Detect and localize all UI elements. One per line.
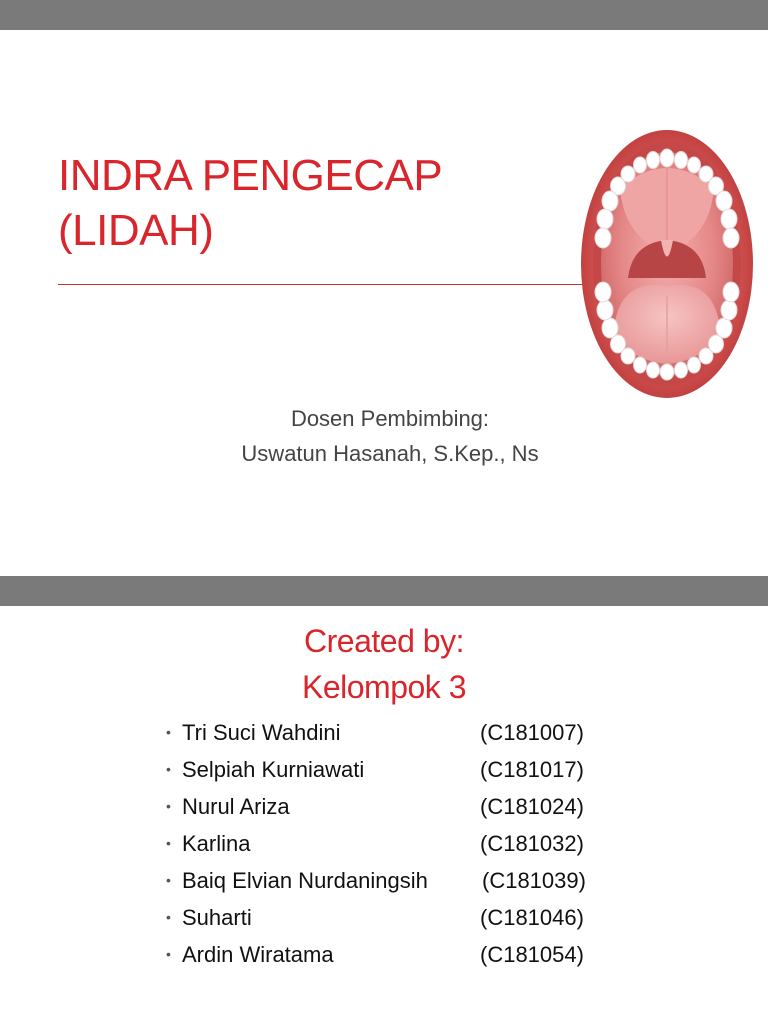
group-heading: Kelompok 3 — [302, 669, 466, 705]
member-name: Suharti — [182, 905, 252, 930]
bullet-icon: • — [166, 909, 171, 925]
top-bar — [0, 0, 768, 30]
member-id: (C181039) — [482, 868, 586, 893]
member-name: Nurul Ariza — [182, 794, 290, 819]
member-name: Tri Suci Wahdini — [182, 720, 341, 745]
slide-divider-bar — [0, 576, 768, 606]
member-item — [166, 714, 626, 751]
member-id: (C181032) — [480, 831, 584, 856]
member-item — [166, 936, 626, 973]
member-item — [166, 899, 626, 936]
member-item — [166, 751, 626, 788]
member-id: (C181046) — [480, 905, 584, 930]
supervisor-label: Dosen Pembimbing: — [290, 406, 490, 431]
supervisor-name: Uswatun Hasanah, S.Kep., Ns — [241, 441, 539, 466]
member-name: Ardin Wiratama — [182, 942, 334, 967]
member-item — [166, 788, 626, 825]
member-id: (C181007) — [480, 720, 584, 745]
bullet-icon: • — [166, 798, 171, 814]
bullet-icon: • — [166, 872, 171, 888]
title-line-1: INDRA PENGECAP — [58, 151, 443, 200]
member-id: (C181024) — [480, 794, 584, 819]
member-id: (C181054) — [480, 942, 584, 967]
member-item — [166, 862, 626, 899]
open-mouth-illustration — [580, 128, 754, 400]
member-name: Selpiah Kurniawati — [182, 757, 365, 782]
member-name: Baiq Elvian Nurdaningsih — [182, 868, 428, 893]
created-by-heading: Created by: — [304, 623, 464, 659]
member-id: (C181017) — [480, 757, 584, 782]
bullet-icon: • — [166, 946, 171, 962]
member-list — [166, 714, 626, 973]
member-item — [166, 825, 626, 862]
member-name: Karlina — [182, 831, 251, 856]
bullet-icon: • — [166, 724, 171, 740]
title-line-2: (LIDAH) — [58, 206, 214, 255]
slide-title — [58, 148, 578, 258]
bullet-icon: • — [166, 761, 171, 777]
title-underline — [58, 284, 588, 285]
bullet-icon: • — [166, 835, 171, 851]
